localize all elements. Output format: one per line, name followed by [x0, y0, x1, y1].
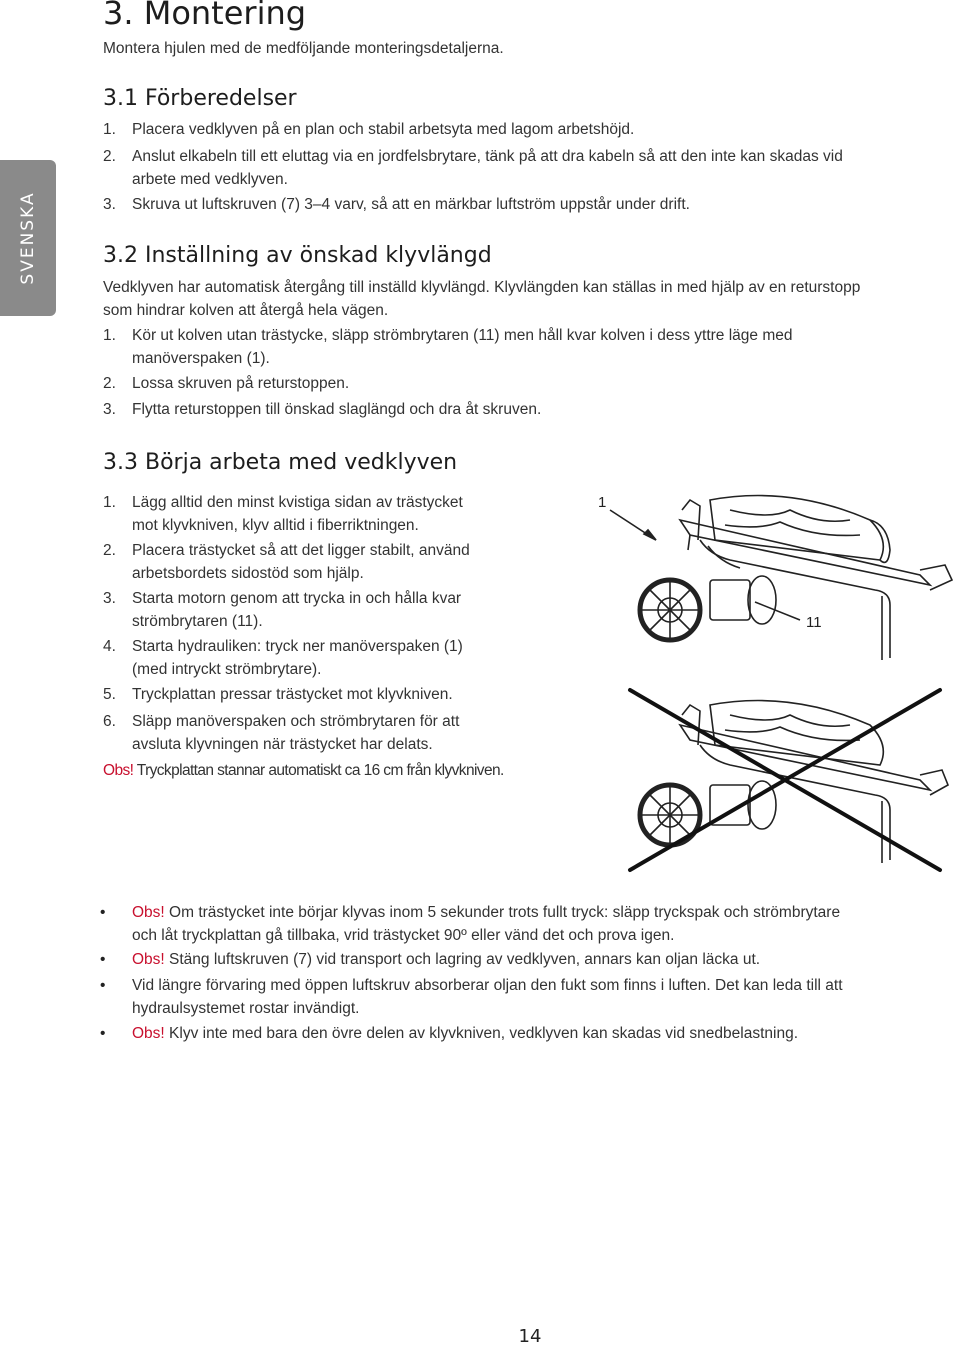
note-text: Klyv inte med bara den övre delen av klyvkniven, vedklyven kan skadas vid snedbelastning.	[164, 1025, 799, 1042]
step-text: Placera vedklyven på en plan och stabil arbetsyta med lagom arbetshöjd.	[132, 121, 635, 138]
section-title-3-3: 3.3 Börja arbeta med vedklyven	[103, 450, 458, 475]
obs-text: Tryckplattan stannar automatiskt ca 16 cm från klyvkniven.	[133, 762, 504, 779]
step-number: 1.	[103, 327, 116, 344]
step-text: manöverspaken (1).	[132, 350, 270, 367]
step-number: 3.	[103, 590, 116, 607]
note-text: hydraulsystemet rostar invändigt.	[132, 1000, 360, 1017]
step-text: Lägg alltid den minst kvistiga sidan av trästycket	[132, 494, 463, 511]
step-number: 4.	[103, 638, 116, 655]
step-text: (med intryckt strömbrytare).	[132, 661, 322, 678]
step-text: Starta motorn genom att trycka in och hålla kvar	[132, 590, 462, 607]
note-obs-label: Obs!	[132, 951, 165, 968]
note-text: Vid längre förvaring med öppen luftskruv absorberar oljan den fukt som finns i luften. Det kan leda till att	[132, 977, 843, 994]
step-text: Skruva ut luftskruven (7) 3–4 varv, så att en märkbar luftström uppstår under drift.	[132, 196, 690, 213]
bullet-marker: •	[100, 904, 106, 921]
step-text: avsluta klyvningen när trästycket har delats.	[132, 736, 433, 753]
section-title-3-2: 3.2 Inställning av önskad klyvlängd	[103, 243, 492, 268]
step-text: mot klyvkniven, klyv alltid i fiberriktningen.	[132, 517, 419, 534]
step-text: arbetsbordets sidostöd som hjälp.	[132, 565, 364, 582]
bullet-marker: •	[100, 1025, 106, 1042]
bullet-marker: •	[100, 951, 106, 968]
note-obs-label: Obs!	[132, 1025, 165, 1042]
step-number: 3.	[103, 196, 116, 213]
page-number: 14	[518, 1326, 542, 1347]
step-text: Placera trästycket så att det ligger stabilt, använd	[132, 542, 470, 559]
step-number: 2.	[103, 148, 116, 165]
obs-label: Obs!	[103, 762, 134, 779]
side-tab-label: SVENSKA	[18, 191, 38, 285]
language-side-tab	[0, 160, 56, 316]
section-intro: Vedklyven har automatisk återgång till inställd klyvlängd. Klyvlängden kan ställas in med hjälp av en returstopp	[103, 279, 861, 296]
step-text: Kör ut kolven utan trästycke, släpp strömbrytaren (11) men håll kvar kolven i dess yttre läge med	[132, 327, 793, 344]
step-number: 5.	[103, 686, 116, 703]
figure-label-11: 11	[806, 614, 822, 631]
step-text: strömbrytaren (11).	[132, 613, 263, 630]
section-intro: som hindrar kolven att återgå hela vägen.	[103, 302, 389, 319]
step-number: 2.	[103, 375, 116, 392]
step-number: 3.	[103, 401, 116, 418]
step-text: arbete med vedklyven.	[132, 171, 288, 188]
note-text: och låt tryckplattan gå tillbaka, vrid trästycket 90º eller vänd det och prova igen.	[132, 927, 675, 944]
incorrect-use-illustration	[620, 685, 950, 875]
intro-text: Montera hjulen med de medföljande monteringsdetaljerna.	[103, 40, 504, 57]
note-obs-label: Obs!	[132, 904, 165, 921]
step-number: 6.	[103, 713, 116, 730]
step-number: 1.	[103, 121, 116, 138]
bullet-marker: •	[100, 977, 106, 994]
note-text: Stäng luftskruven (7) vid transport och lagring av vedklyven, annars kan oljan läcka ut.	[164, 951, 761, 968]
note-item	[132, 901, 840, 924]
step-text: Tryckplattan pressar trästycket mot klyvkniven.	[132, 686, 453, 703]
note-item	[132, 1022, 798, 1045]
note-item	[132, 948, 760, 971]
step-text: Starta hydrauliken: tryck ner manöverspaken (1)	[132, 638, 463, 655]
section-title-3-1: 3.1 Förberedelser	[103, 86, 297, 111]
step-number: 1.	[103, 494, 116, 511]
step-text: Anslut elkabeln till ett eluttag via en jordfelsbrytare, tänk på att dra kabeln så att den inte kan skadas vid	[132, 148, 843, 165]
log-splitter-illustration	[590, 480, 960, 680]
obs-note	[103, 759, 504, 782]
step-text: Släpp manöverspaken och strömbrytaren för att	[132, 713, 460, 730]
step-text: Lossa skruven på returstoppen.	[132, 375, 350, 392]
figure-label-1: 1	[598, 494, 607, 511]
step-number: 2.	[103, 542, 116, 559]
step-text: Flytta returstoppen till önskad slaglängd och dra åt skruven.	[132, 401, 542, 418]
page-title: 3. Montering	[103, 0, 307, 32]
note-text: Om trästycket inte börjar klyvas inom 5 sekunder trots fullt tryck: släpp tryckspak och strömbrytare	[164, 904, 841, 921]
